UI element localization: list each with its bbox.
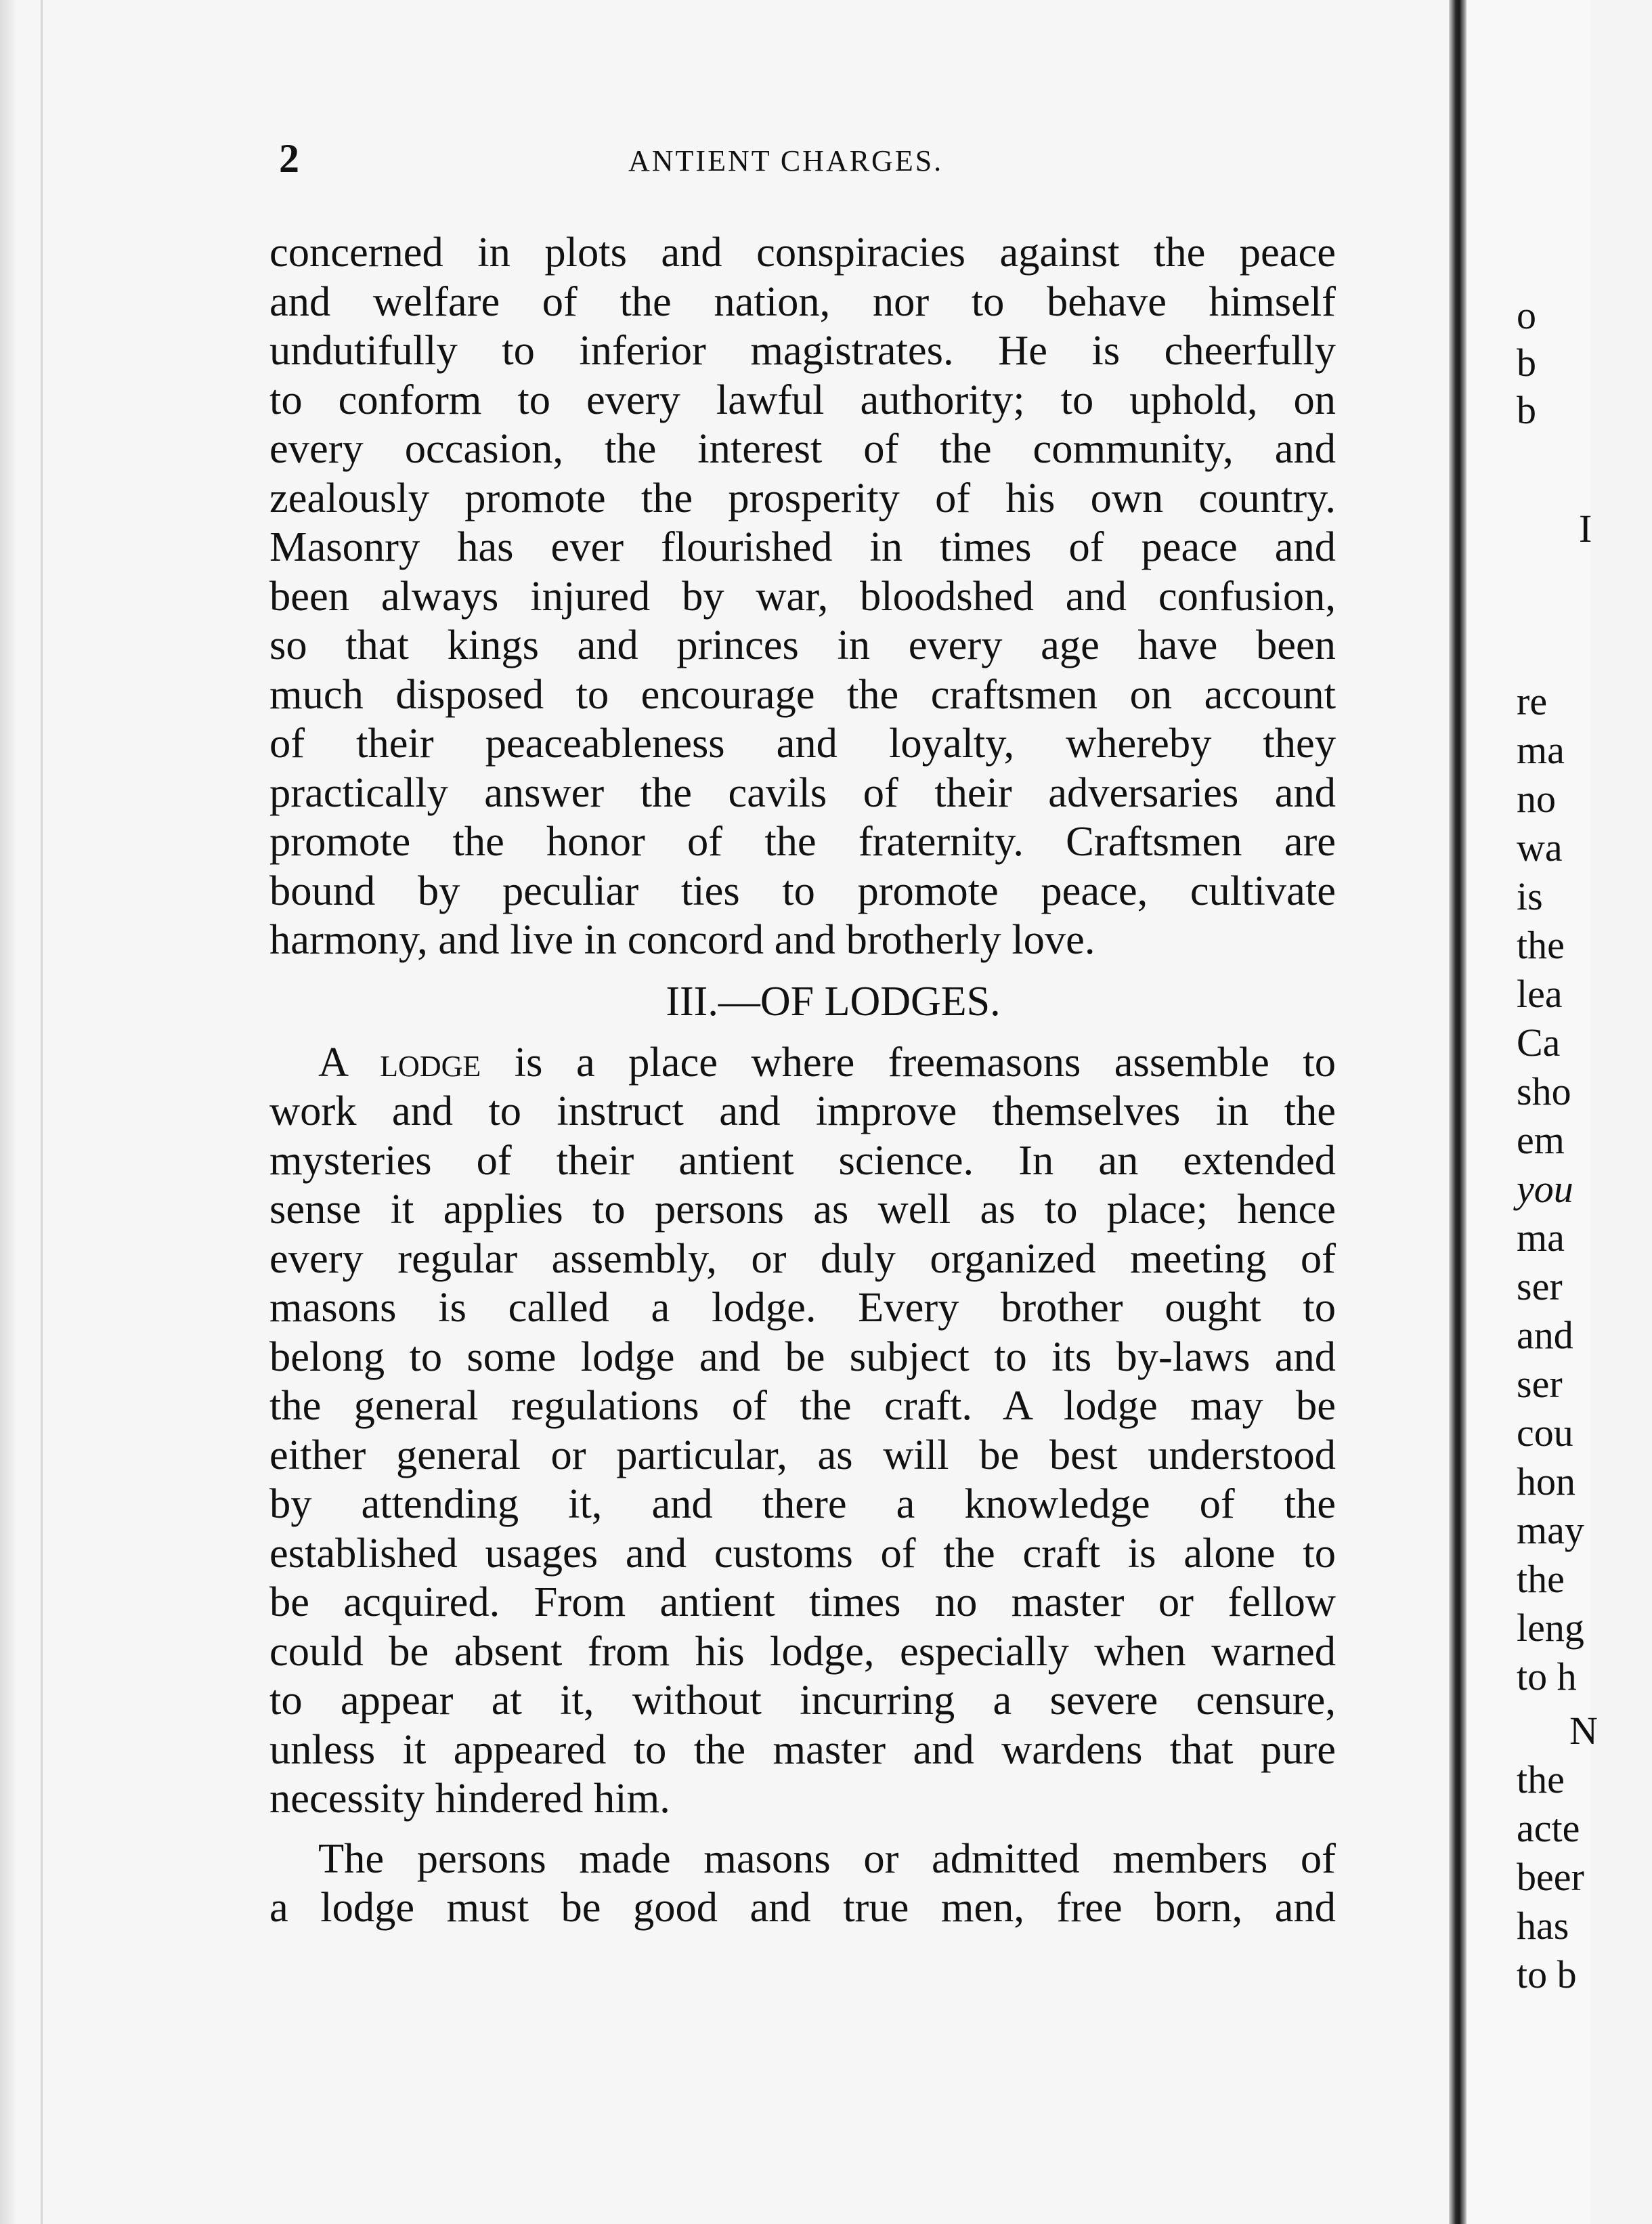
text-line: could be absent from his lodge, especially when warned <box>269 1627 1336 1675</box>
facing-fragment: you <box>1517 1167 1573 1211</box>
book-gutter <box>1449 0 1466 2224</box>
running-head: ANTIENT CHARGES. <box>628 144 944 177</box>
facing-fragment: b <box>1517 388 1536 432</box>
facing-fragment: lea <box>1517 972 1563 1016</box>
facing-fragment: ma <box>1517 1216 1565 1260</box>
facing-fragment: to b <box>1517 1952 1577 1996</box>
lead-in-rest: is a place where freemasons assemble to <box>481 1038 1336 1086</box>
text-line: undutifully to inferior magistrates. He is cheerfully <box>269 326 1336 374</box>
page-edge-line <box>41 0 43 2224</box>
text-line: harmony, and live in concord and brotherly love. <box>269 916 1095 963</box>
facing-fragment: no <box>1517 777 1556 821</box>
lead-in-small-caps: A lodge <box>318 1038 481 1086</box>
text-line: bound by peculiar ties to promote peace, cultivate <box>269 866 1336 914</box>
text-line: masons is called a lodge. Every brother ought to <box>269 1283 1336 1331</box>
text-line: be acquired. From antient times no master or fellow <box>269 1578 1336 1625</box>
text-line: Masonry has ever flourished in times of peace and <box>269 523 1336 570</box>
facing-fragment: ma <box>1517 728 1565 772</box>
text-line: practically answer the cavils of their adversaries and <box>269 768 1336 816</box>
text-line: every regular assembly, or duly organized meeting of <box>269 1234 1336 1282</box>
facing-fragment: is <box>1517 874 1543 918</box>
text-line: The persons made masons or admitted members of <box>318 1834 1336 1882</box>
facing-fragment: b <box>1517 341 1536 385</box>
text-line: mysteries of their antient science. In an extended <box>269 1136 1336 1184</box>
section-heading: III.—OF LODGES. <box>666 978 1001 1025</box>
text-line: necessity hindered him. <box>269 1774 670 1822</box>
text-line: the general regulations of the craft. A lodge may be <box>269 1382 1336 1429</box>
main-text <box>269 228 1336 1932</box>
facing-fragment: the <box>1517 1757 1565 1801</box>
page-edge-shadow <box>0 0 18 2224</box>
facing-fragment: o <box>1517 293 1536 337</box>
facing-fragment: the <box>1517 923 1565 967</box>
text-line: much disposed to encourage the craftsmen on account <box>269 670 1336 718</box>
text-line: work and to instruct and improve themselves in the <box>269 1087 1336 1134</box>
text-line: promote the honor of the fraternity. Craftsmen are <box>269 817 1336 865</box>
facing-fragment: and <box>1517 1313 1573 1357</box>
facing-fragment: re <box>1517 679 1548 723</box>
text-line: zealously promote the prosperity of his own country. <box>269 473 1336 521</box>
facing-fragment: ser <box>1517 1264 1563 1308</box>
page-number: 2 <box>279 136 299 181</box>
paragraph-1 <box>269 228 1336 964</box>
paragraph-2 <box>269 1038 1336 1823</box>
text-line: sense it applies to persons as well as to place; hence <box>269 1185 1336 1233</box>
facing-fragment: N <box>1569 1709 1598 1753</box>
facing-fragment: I <box>1579 507 1592 551</box>
facing-fragment: ser <box>1517 1362 1563 1406</box>
facing-fragment: has <box>1517 1904 1569 1948</box>
text-line: unless it appeared to the master and wardens that pure <box>269 1725 1336 1773</box>
text-line: by attending it, and there a knowledge of the <box>269 1480 1336 1527</box>
facing-fragment: leng <box>1517 1606 1584 1650</box>
text-line <box>269 1038 1336 1087</box>
text-line: to appear at it, without incurring a severe censure, <box>269 1676 1336 1724</box>
facing-fragment: acte <box>1517 1806 1580 1850</box>
text-line: to conform to every lawful authority; to uphold, on <box>269 375 1336 423</box>
facing-fragment: cou <box>1517 1411 1573 1455</box>
text-line: either general or particular, as will be best understood <box>269 1430 1336 1478</box>
text-line: concerned in plots and conspiracies against the peace <box>269 228 1336 276</box>
text-line: every occasion, the interest of the community, and <box>269 425 1336 472</box>
facing-fragment: to h <box>1517 1654 1577 1698</box>
paragraph-gap <box>269 1823 1336 1834</box>
facing-fragment: beer <box>1517 1855 1584 1899</box>
facing-fragment: wa <box>1517 826 1563 870</box>
text-line: established usages and customs of the craft is alone to <box>269 1528 1336 1577</box>
text-line: a lodge must be good and true men, free born, and <box>269 1883 1336 1931</box>
facing-fragment: sho <box>1517 1069 1571 1113</box>
facing-fragment: Ca <box>1517 1021 1561 1065</box>
text-line: belong to some lodge and be subject to its by-laws and <box>269 1332 1336 1380</box>
text-line: been always injured by war, bloodshed and confusion, <box>269 572 1336 620</box>
text-line: of their peaceableness and loyalty, whereby they <box>269 719 1336 767</box>
facing-fragment: the <box>1517 1557 1565 1601</box>
text-line: and welfare of the nation, nor to behave himself <box>269 277 1336 325</box>
paragraph-3 <box>269 1834 1336 1932</box>
text-line: so that kings and princes in every age have been <box>269 621 1336 668</box>
facing-fragment: em <box>1517 1118 1565 1162</box>
facing-fragment: hon <box>1517 1459 1575 1503</box>
facing-fragment: may <box>1517 1508 1584 1552</box>
